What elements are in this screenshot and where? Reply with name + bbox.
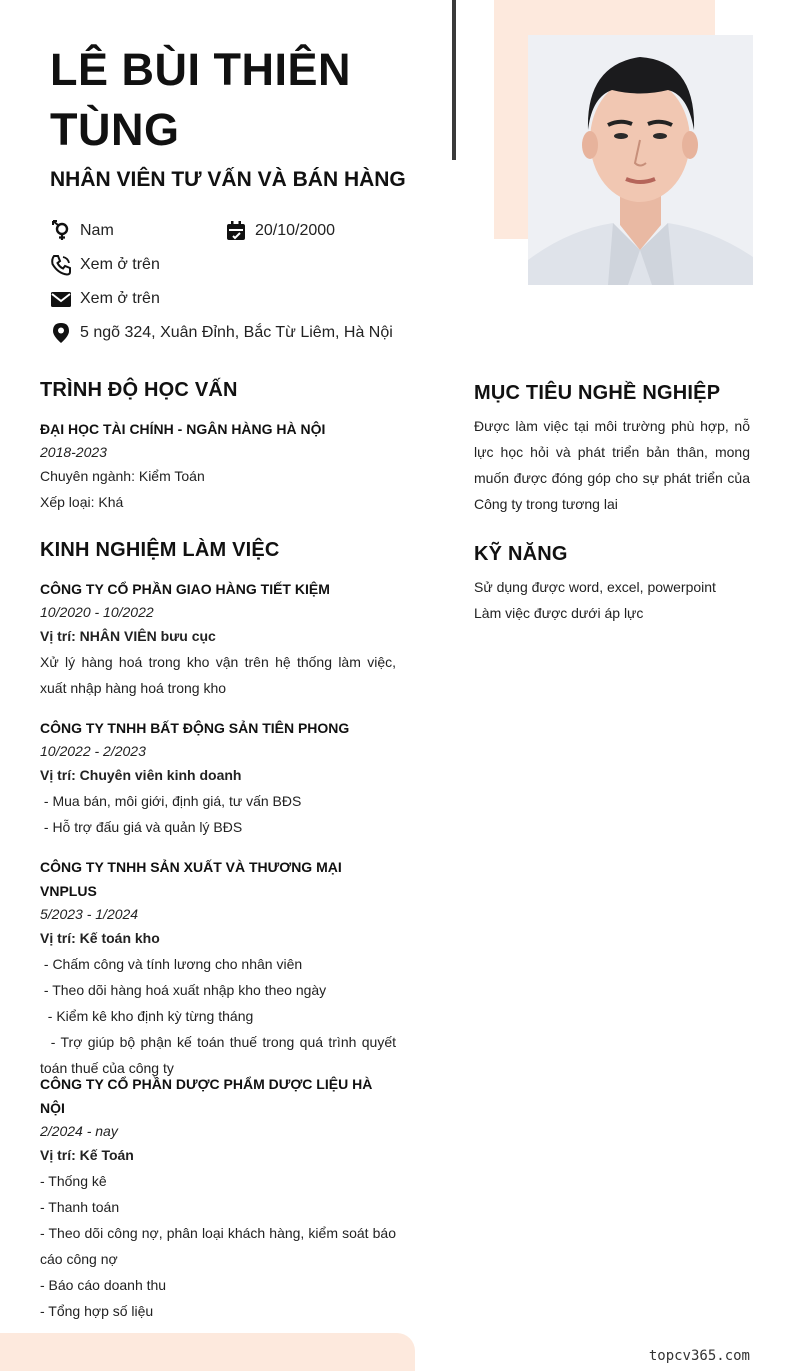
email-row <box>50 288 160 310</box>
footer-decorative-bar <box>0 1333 415 1371</box>
birthday-value: 20/10/2000 <box>255 222 336 239</box>
job-period: 10/2020 - 10/2022 <box>40 604 154 620</box>
education-rank: Xếp loại: Khá <box>40 494 124 510</box>
company-name: CÔNG TY TNHH SẢN XUẤT VÀ THƯƠNG MẠI VNPLUS <box>40 859 342 899</box>
objective-text: Được làm việc tại môi trường phù hợp, nỗ lực học hỏi và phát triển bản thân, mong muốn được đóng góp cho sự phát triển của Công ty trong tương lai <box>474 418 750 512</box>
gender-icon <box>50 220 72 242</box>
address-row <box>50 322 393 344</box>
decorative-block-top <box>494 0 715 35</box>
gender-value: Nam <box>80 222 114 239</box>
candidate-name: LÊ BÙI THIÊN TÙNG <box>50 44 352 155</box>
job-role: Vị trí: Kế Toán <box>40 1147 134 1163</box>
decorative-block-left <box>494 35 528 239</box>
job-duty: - Thanh toán <box>40 1199 120 1215</box>
email-value: Xem ở trên <box>80 290 160 307</box>
experience-entry <box>40 855 400 1081</box>
job-role: Vị trí: NHÂN VIÊN bưu cục <box>40 628 216 644</box>
school-name: ĐẠI HỌC TÀI CHÍNH - NGÂN HÀNG HÀ NỘI <box>40 421 326 437</box>
phone-icon <box>50 254 72 276</box>
phone-row <box>50 254 160 276</box>
job-duty: - Chấm công và tính lương cho nhân viên <box>40 956 303 972</box>
job-duty: - Trợ giúp bộ phận kế toán thuế trong quá trình quyết toán thuế của công ty <box>40 1034 400 1076</box>
job-duty: Xử lý hàng hoá trong kho vận trên hệ thống làm việc, xuất nhập hàng hoá trong kho <box>40 654 396 696</box>
job-title: NHÂN VIÊN TƯ VẤN VÀ BÁN HÀNG <box>50 168 406 191</box>
job-duty: - Báo cáo doanh thu <box>40 1277 167 1293</box>
job-role: Vị trí: Kế toán kho <box>40 930 160 946</box>
job-duty: - Kiểm kê kho định kỳ từng tháng <box>40 1008 254 1024</box>
skills-section-title: KỸ NĂNG <box>474 543 568 565</box>
gender-row <box>50 220 114 242</box>
job-duty: - Mua bán, môi giới, định giá, tư vấn BĐS <box>40 793 302 809</box>
job-duty: - Hỗ trợ đấu giá và quản lý BĐS <box>40 819 243 835</box>
job-role: Vị trí: Chuyên viên kinh doanh <box>40 767 242 783</box>
skills-list <box>474 574 750 626</box>
job-period: 2/2024 - nay <box>40 1123 118 1139</box>
education-entry <box>40 417 396 515</box>
header-divider-line <box>452 0 456 160</box>
phone-value: Xem ở trên <box>80 256 160 273</box>
experience-entry <box>40 1072 396 1324</box>
birthday-row <box>225 220 335 242</box>
job-duty: - Theo dõi công nợ, phân loại khách hàng, kiểm soát báo cáo công nợ <box>40 1225 396 1267</box>
education-period: 2018-2023 <box>40 444 107 460</box>
skill-item: Làm việc được dưới áp lực <box>474 605 644 621</box>
location-pin-icon <box>50 322 72 344</box>
calendar-icon <box>225 220 247 242</box>
email-icon <box>50 288 72 310</box>
job-duty: - Tổng hợp số liệu <box>40 1303 154 1319</box>
address-value: 5 ngõ 324, Xuân Đỉnh, Bắc Từ Liêm, Hà Nội <box>80 324 393 341</box>
job-period: 5/2023 - 1/2024 <box>40 906 139 922</box>
education-major: Chuyên ngành: Kiểm Toán <box>40 468 205 484</box>
education-section-title: TRÌNH ĐỘ HỌC VẤN <box>40 379 238 401</box>
profile-photo <box>528 35 753 285</box>
company-name: CÔNG TY TNHH BẤT ĐỘNG SẢN TIÊN PHONG <box>40 720 350 736</box>
company-name: CÔNG TY CỔ PHẦN DƯỢC PHẨM DƯỢC LIỆU HÀ NỘI <box>40 1076 373 1116</box>
job-period: 10/2022 - 2/2023 <box>40 743 146 759</box>
objective-text-block <box>474 413 750 517</box>
job-duty: - Thống kê <box>40 1173 107 1189</box>
watermark-text: topcv365.com <box>648 1348 750 1364</box>
experience-entry <box>40 716 396 840</box>
company-name: CÔNG TY CỔ PHẦN GIAO HÀNG TIẾT KIỆM <box>40 581 330 597</box>
experience-entry <box>40 577 396 701</box>
experience-section-title: KINH NGHIỆM LÀM VIỆC <box>40 539 280 561</box>
skill-item: Sử dụng được word, excel, powerpoint <box>474 579 716 595</box>
objective-section-title: MỤC TIÊU NGHỀ NGHIỆP <box>474 382 721 404</box>
job-duty: - Theo dõi hàng hoá xuất nhập kho theo ngày <box>40 982 327 998</box>
